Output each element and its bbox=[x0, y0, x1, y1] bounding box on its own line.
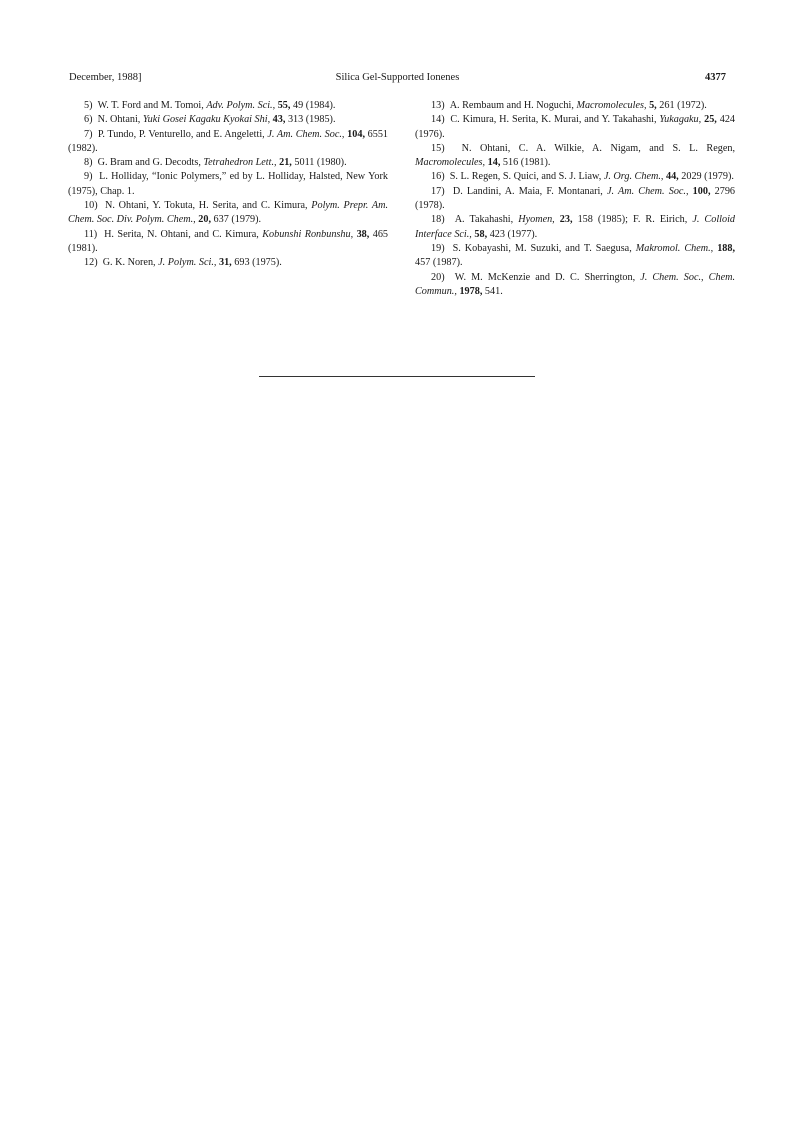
reference-journal: Tetrahedron Lett., bbox=[203, 157, 277, 169]
references-left-column bbox=[68, 99, 388, 271]
reference-details: 2796 (1978). bbox=[415, 185, 736, 212]
reference-details: 541. bbox=[482, 285, 503, 297]
reference-volume: 23, bbox=[559, 214, 573, 226]
reference-authors: D. Landini, A. Maia, F. Montanari, bbox=[452, 185, 607, 197]
reference-number: 12) bbox=[84, 257, 98, 269]
reference-item bbox=[68, 128, 388, 157]
reference-journal: J. Chem. Soc., Chem. Commun., bbox=[415, 271, 735, 297]
reference-item bbox=[68, 199, 388, 228]
reference-number: 19) bbox=[431, 242, 445, 254]
reference-details: 516 (1981). bbox=[500, 157, 551, 169]
reference-item bbox=[68, 256, 388, 270]
reference-journal: Makromol. Chem., bbox=[635, 242, 714, 254]
reference-volume: 188, bbox=[717, 242, 736, 254]
reference-details: 457 (1987). bbox=[415, 257, 463, 269]
reference-authors: A. Rembaum and H. Noguchi, bbox=[449, 100, 577, 111]
reference-journal: Macromolecules, bbox=[415, 157, 486, 169]
reference-details: 261 (1972). bbox=[656, 100, 707, 111]
reference-volume: 25, bbox=[704, 114, 717, 126]
reference-authors: S. Kobayashi, M. Suzuki, and T. Saegusa, bbox=[452, 242, 636, 254]
reference-item bbox=[415, 242, 735, 271]
reference-volume: 44, bbox=[665, 171, 679, 183]
reference-details: 423 (1977). bbox=[487, 228, 538, 240]
reference-journal: Yuki Gosei Kagaku Kyokai Shi, bbox=[142, 114, 271, 126]
reference-details: 313 (1985). bbox=[285, 114, 336, 126]
reference-authors: A. Takahashi, bbox=[454, 214, 519, 226]
reference-journal: J. Colloid Interface Sci., bbox=[415, 214, 736, 240]
reference-journal: Macromolecules, bbox=[576, 100, 647, 111]
reference-item bbox=[68, 113, 388, 127]
reference-authors: L. Holliday, “Ionic Polymers,” ed by L. Holliday, Halsted, New York (1975), Chap. 1. bbox=[68, 171, 388, 197]
header-title: Silica Gel-Supported Ionenes bbox=[335, 72, 460, 83]
reference-authors: C. Kimura, H. Serita, K. Murai, and Y. Takahashi, bbox=[450, 114, 660, 126]
reference-volume: 31, bbox=[218, 257, 232, 269]
reference-volume: 14, bbox=[487, 157, 501, 169]
reference-volume: 43, bbox=[272, 114, 286, 126]
reference-authors: G. K. Noren, bbox=[102, 257, 159, 269]
reference-details: 6551 (1982). bbox=[68, 128, 389, 154]
reference-item bbox=[415, 185, 735, 214]
reference-volume: 55, bbox=[277, 100, 291, 111]
reference-details: 637 (1979). bbox=[210, 214, 262, 226]
reference-authors: N. Ohtani, Y. Tokuta, H. Serita, and C. Kimura, bbox=[105, 200, 312, 212]
reference-journal: Hyomen, bbox=[518, 214, 555, 226]
reference-number: 15) bbox=[431, 142, 445, 154]
reference-number: 11) bbox=[84, 228, 98, 240]
reference-item bbox=[415, 213, 735, 242]
reference-number: 5) bbox=[84, 100, 93, 111]
reference-journal: J. Polym. Sci., bbox=[158, 257, 217, 269]
reference-number: 14) bbox=[431, 114, 445, 126]
reference-volume: 38, bbox=[356, 228, 370, 240]
reference-number: 18) bbox=[431, 214, 445, 226]
end-rule bbox=[259, 376, 535, 377]
reference-item bbox=[415, 99, 735, 113]
reference-journal: Adv. Polym. Sci., bbox=[206, 100, 276, 111]
reference-details: 49 (1984). bbox=[290, 100, 336, 111]
reference-item bbox=[415, 142, 735, 171]
header-date: December, 1988] bbox=[69, 72, 142, 83]
reference-volume: 21, bbox=[279, 157, 292, 169]
page-number: 4377 bbox=[705, 72, 726, 83]
reference-number: 20) bbox=[431, 271, 445, 283]
reference-details: 5011 (1980). bbox=[291, 157, 347, 169]
reference-number: 17) bbox=[431, 185, 445, 197]
reference-number: 8) bbox=[84, 157, 93, 169]
reference-number: 6) bbox=[84, 114, 93, 126]
reference-volume: 5, bbox=[649, 100, 657, 111]
reference-number: 16) bbox=[431, 171, 445, 183]
running-header bbox=[69, 72, 726, 86]
reference-journal: J. Org. Chem., bbox=[603, 171, 664, 183]
reference-volume: 1978, bbox=[459, 285, 483, 297]
reference-item bbox=[415, 113, 735, 142]
reference-details: 424 (1976). bbox=[415, 114, 735, 140]
reference-authors: W. M. McKenzie and D. C. Sherrington, bbox=[454, 271, 641, 283]
reference-number: 7) bbox=[84, 128, 93, 140]
reference-details: 693 (1975). bbox=[231, 257, 282, 269]
reference-journal: Kobunshi Ronbunshu, bbox=[262, 228, 354, 240]
reference-journal: Polym. Prepr. Am. Chem. Soc. Div. Polym. Chem., bbox=[68, 200, 389, 226]
reference-number: 9) bbox=[84, 171, 93, 183]
reference-details: 2029 (1979). bbox=[678, 171, 734, 183]
reference-authors: P. Tundo, P. Venturello, and E. Angeletti, bbox=[97, 128, 268, 140]
reference-authors: H. Serita, N. Ohtani, and C. Kimura, bbox=[104, 228, 263, 240]
reference-item bbox=[68, 170, 388, 199]
reference-journal: J. Am. Chem. Soc., bbox=[267, 128, 345, 140]
reference-volume: 104, bbox=[347, 128, 365, 140]
reference-item bbox=[68, 228, 388, 257]
reference-details: 158 (1985); F. R. Eirich, bbox=[572, 214, 693, 226]
reference-volume: 20, bbox=[198, 214, 211, 226]
reference-authors: S. L. Regen, S. Quici, and S. J. Liaw, bbox=[449, 171, 604, 183]
reference-authors: N. Ohtani, C. A. Wilkie, A. Nigam, and S. L. Regen, bbox=[461, 142, 735, 154]
references-right-column bbox=[415, 99, 735, 299]
reference-authors: N. Ohtani, bbox=[97, 114, 143, 126]
reference-authors: W. T. Ford and M. Tomoi, bbox=[97, 100, 207, 111]
reference-journal: J. Am. Chem. Soc., bbox=[607, 185, 689, 197]
reference-number: 10) bbox=[84, 200, 98, 212]
reference-journal: Yukagaku, bbox=[659, 114, 702, 126]
reference-item bbox=[68, 156, 388, 170]
reference-item bbox=[415, 170, 735, 184]
reference-volume: 58, bbox=[474, 228, 488, 240]
reference-volume: 100, bbox=[692, 185, 711, 197]
reference-details: 465 (1981). bbox=[68, 228, 389, 254]
reference-item bbox=[415, 271, 735, 300]
reference-authors: G. Bram and G. Decodts, bbox=[97, 157, 204, 169]
reference-item bbox=[68, 99, 388, 113]
reference-number: 13) bbox=[431, 100, 445, 111]
